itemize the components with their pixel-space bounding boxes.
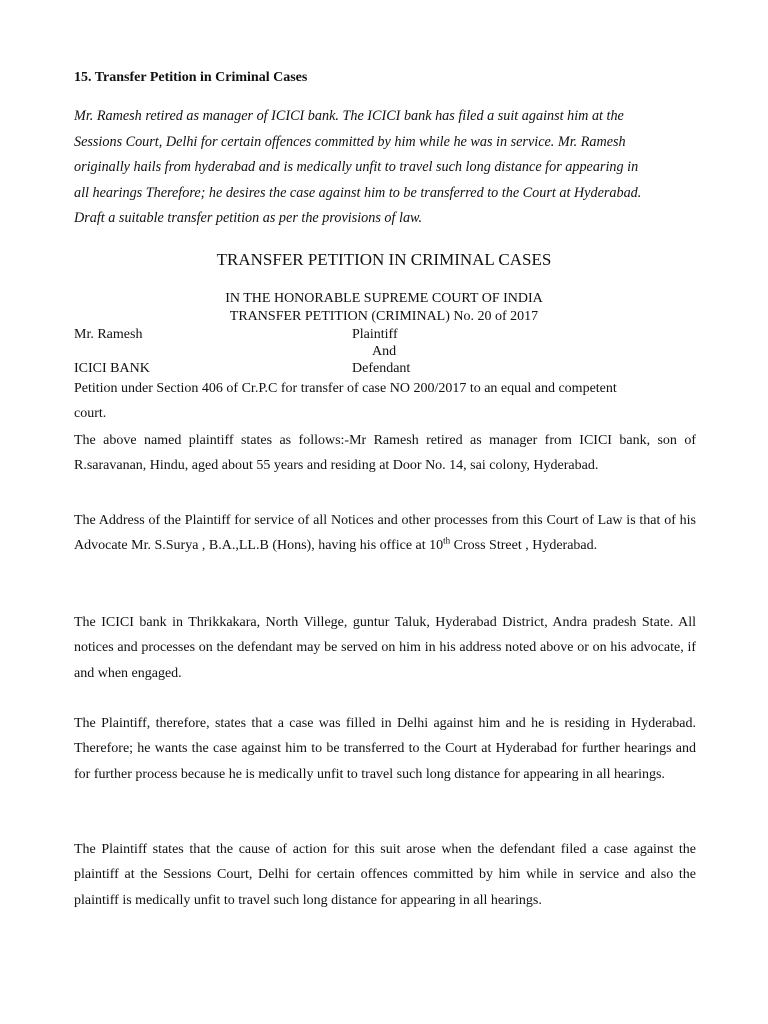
- section-paragraph: [74, 376, 696, 427]
- ordinal-suffix: th: [443, 535, 451, 546]
- plaintiff-statement: [74, 428, 696, 479]
- address-part-1: The Address of the Plaintiff for service of all Notices and other processes from this Court of Law is that of his Advocate Mr. S.Surya , B.A.,LL.B (Hons), having his office at 10: [74, 513, 696, 554]
- problem-line: Mr. Ramesh retired as manager of ICICI bank. The ICICI bank has filed a suit against him at the: [74, 108, 624, 124]
- question-heading: 15. Transfer Petition in Criminal Cases: [74, 70, 308, 85]
- defendant-address-text: The ICICI bank in Thrikkakara, North Villege, guntur Taluk, Hyderabad District, Andra pradesh State. All notices and processes on the defendant may be served on him in his address noted above or on his advocate, if and when engaged.: [74, 615, 696, 681]
- plaintiff-role: Plaintiff: [352, 327, 398, 342]
- problem-statement: [74, 104, 696, 232]
- problem-line: all hearings Therefore; he desires the case against him to be transferred to the Court at Hyderabad.: [74, 184, 642, 201]
- court-name: IN THE HONORABLE SUPREME COURT OF INDIA: [225, 291, 543, 306]
- and-separator: And: [372, 344, 397, 359]
- cause-of-action-text: The Plaintiff states that the cause of action for this suit arose when the defendant filed a case against the plaintiff at the Sessions Court, Delhi for certain offences committed by him while in service and also the plaintiff is medically unfit to travel such long distance for appearing in all hearings.: [74, 842, 696, 908]
- address-part-2: Cross Street , Hyderabad.: [450, 538, 598, 554]
- problem-line: originally hails from hyderabad and is medically unfit to travel such long distance for appearing in: [74, 159, 639, 175]
- section-line: court.: [74, 406, 107, 422]
- section-line: Petition under Section 406 of Cr.P.C for transfer of case NO 200/2017 to an equal and competent: [74, 381, 617, 396]
- defendant-name: ICICI BANK: [74, 361, 150, 376]
- address-text: [74, 508, 696, 559]
- statement-text: The above named plaintiff states as follows:-Mr Ramesh retired as manager from ICICI bank, son of R.saravanan, Hindu, aged about 55 years and residing at Door No. 14, sai colony, Hyderabad.: [74, 433, 696, 474]
- transfer-reason-paragraph: [74, 711, 696, 787]
- transfer-reason-text: The Plaintiff, therefore, states that a case was filled in Delhi against him and he is residing in Hyderabad. Therefore; he wants the case against him to be transferred to the Court at Hyderabad for further hearings and for further process because he is medically unfit to travel such long distance for appearing in all hearings.: [74, 716, 696, 782]
- petition-title: TRANSFER PETITION IN CRIMINAL CASES: [216, 250, 552, 269]
- plaintiff-name: Mr. Ramesh: [74, 327, 143, 342]
- problem-line: Sessions Court, Delhi for certain offences committed by him while he was in service. Mr. Ramesh: [74, 133, 626, 150]
- petition-number: TRANSFER PETITION (CRIMINAL) No. 20 of 2017: [229, 309, 539, 324]
- plaintiff-address-paragraph: [74, 508, 696, 559]
- defendant-role: Defendant: [352, 361, 411, 376]
- cause-of-action-paragraph: [74, 837, 696, 913]
- defendant-address-paragraph: [74, 610, 696, 686]
- problem-line: Draft a suitable transfer petition as per the provisions of law.: [74, 210, 422, 226]
